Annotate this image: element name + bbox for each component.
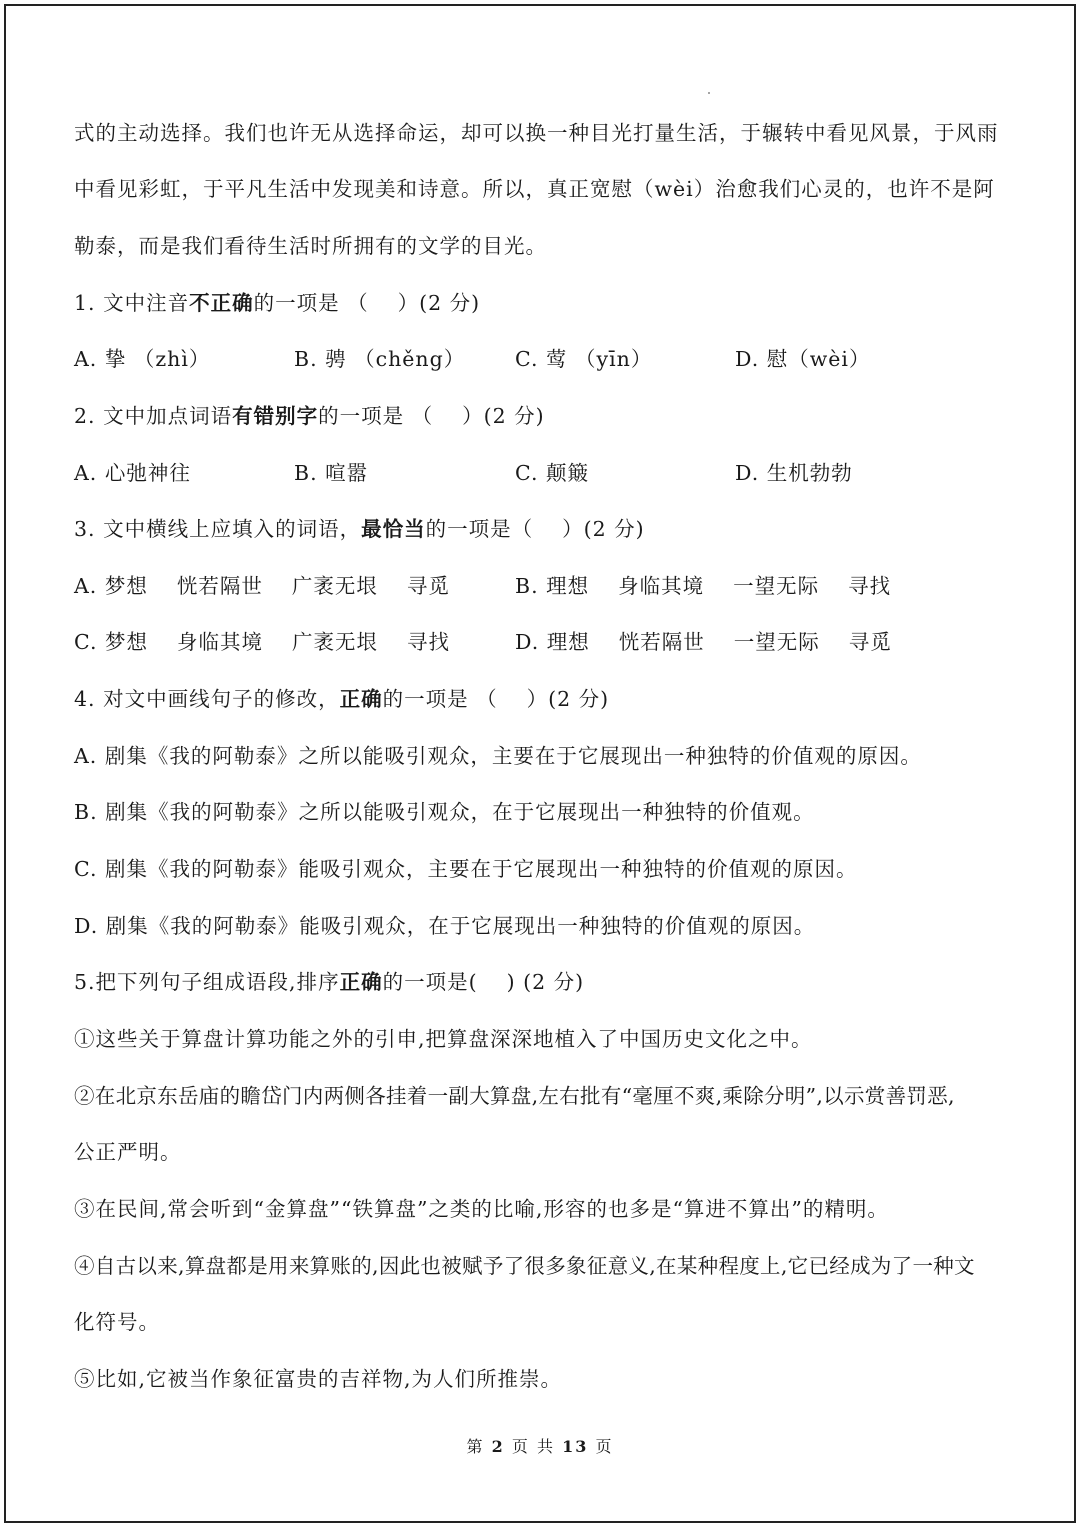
question-4-pre: 4. 对文中画线句子的修改，: [74, 687, 340, 711]
question-3-emphasis: 最恰当: [361, 517, 426, 541]
page-border-bottom: [4, 1521, 1076, 1523]
question-5-stem: [74, 967, 584, 997]
question-3-post: 的一项是（ ）(2 分): [425, 517, 645, 541]
question-1-stem: [74, 288, 480, 318]
question-1-option-a: A. 挚 （zhì）: [74, 347, 211, 371]
question-2-pre: 2. 文中加点词语: [74, 404, 233, 428]
question-4-option-b: B. 剧集《我的阿勒泰》之所以能吸引观众，在于它展现出一种独特的价值观。: [74, 800, 815, 824]
footer-post: 页: [595, 1437, 614, 1456]
question-4-option-c: C. 剧集《我的阿勒泰》能吸引观众，主要在于它展现出一种独特的价值观的原因。: [74, 857, 858, 881]
question-1-pre: 1. 文中注音: [74, 291, 190, 315]
page-border-left: [4, 4, 6, 1523]
question-2-stem: [74, 401, 545, 431]
question-1-option-c: C. 莺 （yīn）: [515, 347, 653, 371]
question-5-sentence-2-cont: 公正严明。: [74, 1140, 182, 1164]
page-border-right: [1074, 4, 1076, 1523]
page-border-top: [4, 4, 1076, 6]
question-5-sentence-3: ③在民间,常会听到“金算盘”“铁算盘”之类的比喻,形容的也多是“算进不算出”的精明。: [74, 1197, 889, 1221]
passage-line-1: 式的主动选择。我们也许无从选择命运，却可以换一种目光打量生活，于辗转中看见风景，于风雨: [74, 121, 999, 145]
question-3-option-c: C. 梦想 身临其境 广袤无垠 寻找: [74, 630, 451, 654]
question-3-option-b: B. 理想 身临其境 一望无际 寻找: [515, 574, 892, 598]
scan-speck: [708, 92, 710, 94]
question-5-emphasis: 正确: [339, 970, 383, 994]
passage-line-2: 中看见彩虹，于平凡生活中发现美和诗意。所以，真正宽慰（wèi）治愈我们心灵的，也许不是阿: [74, 177, 995, 201]
question-2-option-b: B. 喧嚣: [294, 461, 369, 485]
question-1-option-b: B. 骋 （chěng）: [294, 347, 466, 371]
footer-mid: 页 共: [511, 1437, 555, 1456]
question-3-option-d: D. 理想 恍若隔世 一望无际 寻觅: [515, 630, 892, 654]
page-footer: [0, 1434, 1080, 1457]
question-2-post: 的一项是 （ ）(2 分): [318, 404, 545, 428]
question-5-sentence-4-cont: 化符号。: [74, 1310, 160, 1334]
question-1-option-d: D. 慰（wèi）: [735, 347, 871, 371]
question-2-option-c: C. 颠簸: [515, 461, 589, 485]
question-5-sentence-2: ②在北京东岳庙的瞻岱门内两侧各挂着一副大算盘,左右批有“毫厘不爽,乘除分明”,以示赏善罚恶,: [74, 1084, 955, 1108]
question-5-pre: 5.把下列句子组成语段,排序: [74, 970, 340, 994]
question-2-emphasis: 有错别字: [232, 404, 319, 428]
question-5-sentence-4: ④自古以来,算盘都是用来算账的,因此也被赋予了很多象征意义,在某种程度上,它已经成为了一种文: [74, 1254, 975, 1278]
question-2-option-a: A. 心弛神往: [74, 461, 191, 485]
question-1-emphasis: 不正确: [189, 291, 254, 315]
question-2-option-d: D. 生机勃勃: [735, 461, 853, 485]
question-3-option-a: A. 梦想 恍若隔世 广袤无垠 寻觅: [74, 574, 450, 598]
footer-total-pages: 13: [562, 1437, 589, 1456]
question-4-option-a: A. 剧集《我的阿勒泰》之所以能吸引观众，主要在于它展现出一种独特的价值观的原因。: [74, 744, 922, 768]
question-5-post: 的一项是( ) (2 分): [382, 970, 585, 994]
question-4-stem: [74, 684, 609, 714]
question-1-post: 的一项是 （ ）(2 分): [253, 291, 481, 315]
question-5-sentence-1: ①这些关于算盘计算功能之外的引申,把算盘深深地植入了中国历史文化之中。: [74, 1027, 813, 1051]
passage-line-3: 勒泰，而是我们看待生活时所拥有的文学的目光。: [74, 234, 547, 258]
question-3-stem: [74, 514, 645, 544]
footer-pre: 第: [466, 1437, 485, 1456]
footer-page-number: 2: [491, 1437, 505, 1456]
question-4-post: 的一项是 （ ）(2 分): [382, 687, 610, 711]
question-5-sentence-5: ⑤比如,它被当作象征富贵的吉祥物,为人们所推崇。: [74, 1367, 563, 1391]
question-4-option-d: D. 剧集《我的阿勒泰》能吸引观众，在于它展现出一种独特的价值观的原因。: [74, 914, 816, 938]
question-4-emphasis: 正确: [339, 687, 383, 711]
question-3-pre: 3. 文中横线上应填入的词语，: [74, 517, 362, 541]
